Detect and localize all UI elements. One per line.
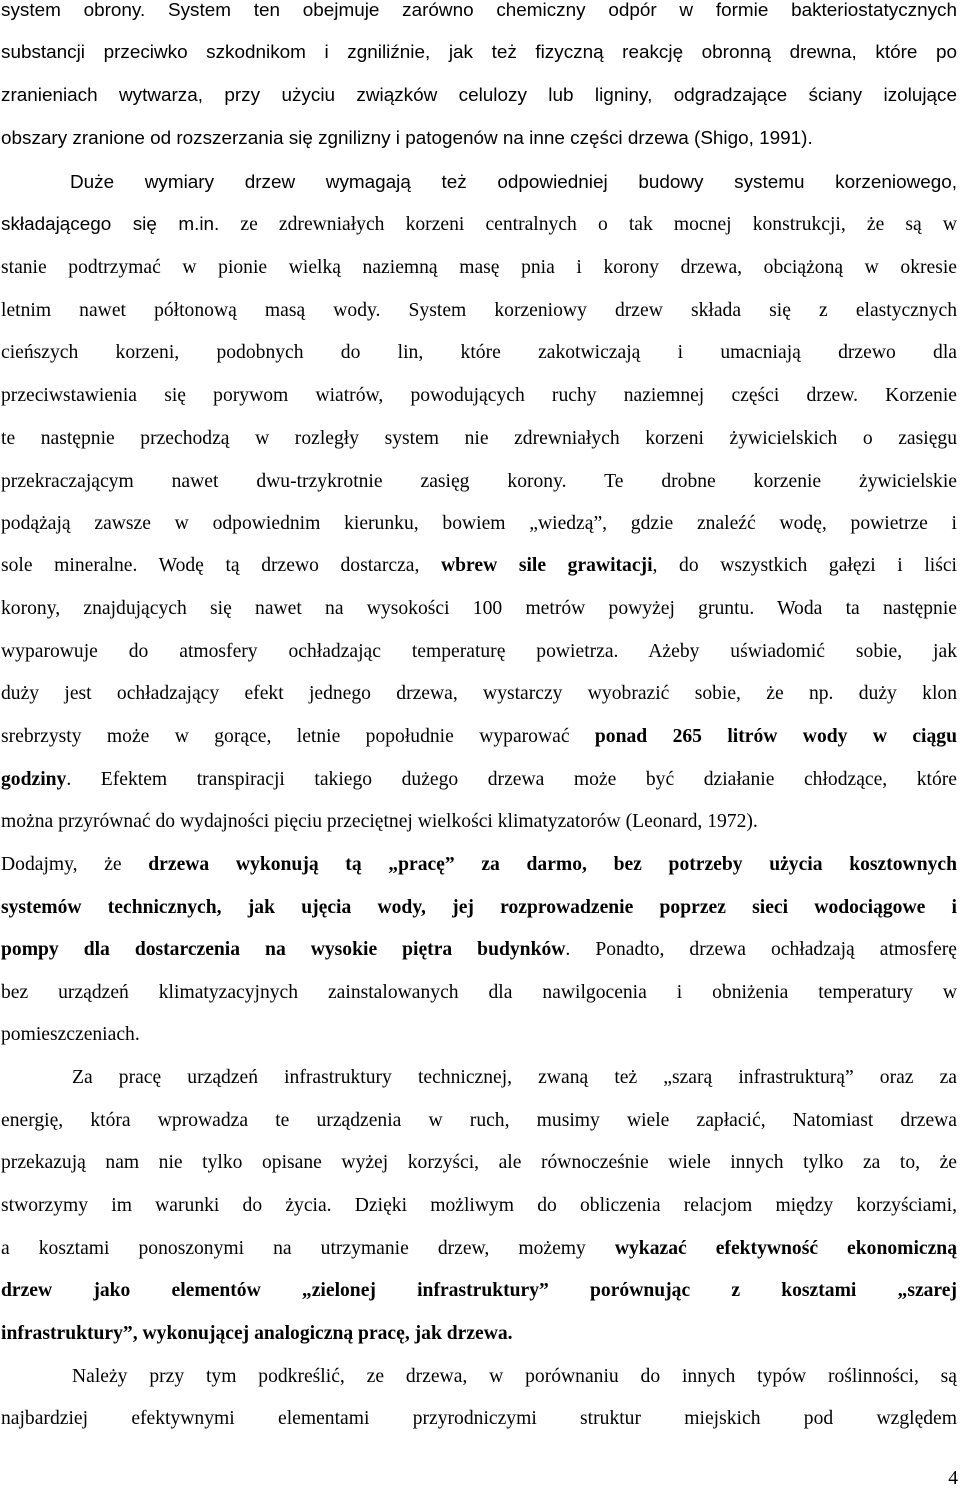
text-line xyxy=(1,0,957,24)
text-segment: srebrzysty może w gorące, letnie popołudnie wyparować xyxy=(1,726,595,747)
text-segment: cieńszych korzeni, podobnych do lin, które zakotwiczają i umacniają drzewo dla xyxy=(1,342,957,363)
text-line xyxy=(1,767,957,793)
text-line xyxy=(1,1108,957,1134)
text-segment: Duże wymiary drzew wymagają też odpowiedniej budowy systemu korzeniowego, xyxy=(70,172,957,193)
text-segment-bold: pompy dla dostarczenia na wysokie piętra budynków xyxy=(1,939,566,960)
text-segment: Dodajmy, że xyxy=(1,854,149,875)
text-segment: bez urządzeń klimatyzacyjnych zainstalowanych dla nawilgocenia i obniżenia temperatury w xyxy=(1,982,957,1003)
text-line xyxy=(1,83,957,109)
text-segment-bold: wbrew sile grawitacji xyxy=(440,555,653,576)
text-line xyxy=(1,724,957,750)
text-segment: podążają zawsze w odpowiednim kierunku, bowiem „wiedzą”, gdzie znaleźć wodę, powietrze i xyxy=(1,513,957,534)
text-line xyxy=(1,553,957,579)
text-segment: letnim nawet półtonową masą wody. System korzeniowy drzew składa się z elastycznych xyxy=(1,300,957,321)
text-segment-bold: ponad 265 litrów wody w ciągu xyxy=(594,726,957,747)
text-segment: wyparowuje do atmosfery ochładzając temperaturę powietrza. Ażeby uświadomić sobie, jak xyxy=(1,641,957,662)
text-line xyxy=(1,895,957,921)
text-segment: stanie podtrzymać w pionie wielką naziemną masę pnia i korony drzewa, obciążoną w okresie xyxy=(1,257,957,278)
text-segment: składającego się m.in. xyxy=(1,214,220,235)
text-line xyxy=(1,980,957,1006)
text-segment: , do wszystkich gałęzi i liści xyxy=(652,555,957,576)
text-line xyxy=(1,1406,957,1432)
text-line xyxy=(1,298,957,324)
text-line xyxy=(1,126,957,152)
text-line xyxy=(1,1321,957,1347)
text-line xyxy=(1,937,957,963)
text-line xyxy=(1,809,957,835)
text-line xyxy=(1,1193,957,1219)
text-segment: przeciwstawienia się porywom wiatrów, powodujących ruchy naziemnej części drzew. Korzenie xyxy=(1,385,957,406)
text-segment: Należy przy tym podkreślić, ze drzewa, w porównaniu do innych typów roślinności, są xyxy=(72,1366,957,1387)
text-segment: zranieniach wytwarza, przy użyciu związków celulozy lub ligniny, odgradzające ściany izolujące xyxy=(1,85,957,106)
text-segment: duży jest ochładzający efekt jednego drzewa, wystarczy wyobrazić sobie, że np. duży klon xyxy=(1,683,957,704)
text-line xyxy=(1,255,957,281)
text-segment: stworzymy im warunki do życia. Dzięki możliwym do obliczenia relacjom między korzyściami, xyxy=(1,1195,957,1216)
text-segment: sole mineralne. Wodę tą drzewo dostarcza, xyxy=(1,555,441,576)
text-segment: substancji przeciwko szkodnikom i zgniliźnie, jak też fizyczną reakcję obronną drewna, które po xyxy=(1,42,957,63)
text-line xyxy=(72,1364,957,1390)
text-line xyxy=(1,1236,957,1262)
text-segment-bold: infrastruktury”, wykonującej analogiczną pracę, jak drzewa. xyxy=(1,1323,513,1344)
text-segment: te następnie przechodzą w rozległy system nie zdrewniałych korzeni żywicielskich o zasięgu xyxy=(1,428,957,449)
text-line xyxy=(1,426,957,452)
text-line xyxy=(1,1150,957,1176)
text-line xyxy=(70,170,957,196)
text-line xyxy=(1,212,957,238)
text-line xyxy=(1,1278,957,1304)
text-segment: ze zdrewniałych korzeni centralnych o tak mocnej konstrukcji, że są w xyxy=(219,214,957,235)
text-segment: energię, która wprowadza te urządzenia w ruch, musimy wiele zapłacić, Natomiast drzewa xyxy=(1,1110,957,1131)
text-line xyxy=(1,681,957,707)
text-segment: przekraczającym nawet dwu-trzykrotnie zasięg korony. Te drobne korzenie żywicielskie xyxy=(1,471,957,492)
text-line xyxy=(1,40,957,66)
text-segment: Za pracę urządzeń infrastruktury technicznej, zwaną też „szarą infrastrukturą” oraz za xyxy=(72,1067,957,1088)
text-segment-bold: systemów technicznych, jak ujęcia wody, jej rozprowadzenie poprzez sieci wodociągowe i xyxy=(1,897,957,918)
text-line xyxy=(1,639,957,665)
text-line xyxy=(1,511,957,537)
text-segment: można przyrównać do wydajności pięciu przeciętnej wielkości klimatyzatorów (Leonard, 1972). xyxy=(1,811,758,832)
text-segment: a kosztami ponoszonymi na utrzymanie drzew, możemy xyxy=(1,1238,615,1259)
text-segment: system obrony. System ten obejmuje zarówno chemiczny odpór w formie bakteriostatycznych xyxy=(1,0,957,21)
text-line xyxy=(1,469,957,495)
text-line xyxy=(1,852,957,878)
text-segment-bold: godziny xyxy=(1,769,67,790)
text-line xyxy=(1,383,957,409)
text-segment: . Ponadto, drzewa ochładzają atmosferę xyxy=(565,939,957,960)
text-line xyxy=(1,596,957,622)
text-segment: najbardziej efektywnymi elementami przyrodniczymi struktur miejskich pod względem xyxy=(1,1408,957,1429)
text-line xyxy=(1,340,957,366)
text-segment: pomieszczeniach. xyxy=(1,1024,140,1045)
text-segment: . Efektem transpiracji takiego dużego drzewa może być działanie chłodzące, które xyxy=(66,769,957,790)
text-segment: obszary zranione od rozszerzania się zgnilizny i patogenów na inne części drzewa (Shigo, 1991). xyxy=(1,128,813,149)
text-segment-bold: wykazać efektywność ekonomiczną xyxy=(614,1238,957,1259)
text-line xyxy=(1,1022,957,1048)
page-number: 4 xyxy=(948,1468,958,1489)
text-segment: przekazują nam nie tylko opisane wyżej korzyści, ale równocześnie wiele innych tylko za to, że xyxy=(1,1152,957,1173)
text-segment-bold: drzewa wykonują tą „pracę” za darmo, bez potrzeby użycia kosztownych xyxy=(148,854,957,875)
text-segment-bold: drzew jako elementów „zielonej infrastruktury” porównując z kosztami „szarej xyxy=(1,1280,957,1301)
text-segment: korony, znajdujących się nawet na wysokości 100 metrów powyżej gruntu. Woda ta następnie xyxy=(1,598,957,619)
text-line xyxy=(72,1065,957,1091)
